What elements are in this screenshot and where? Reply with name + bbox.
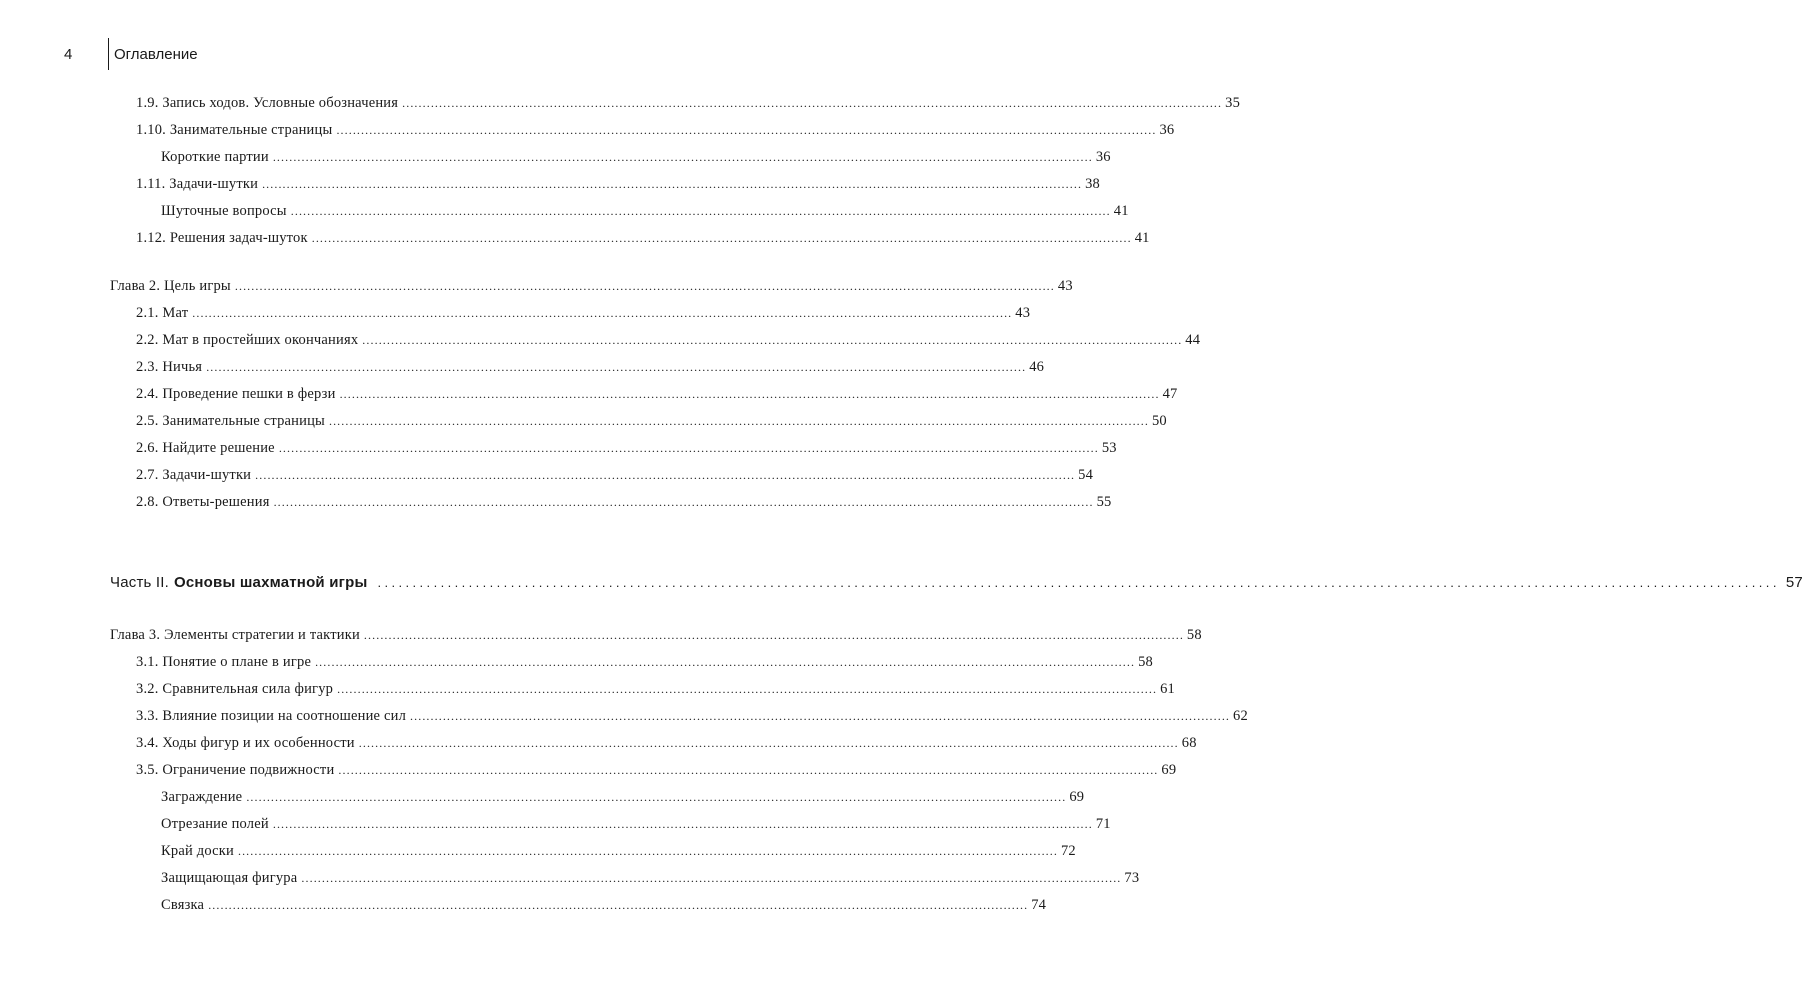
toc-entry[interactable] (161, 841, 1076, 861)
toc-entry[interactable] (136, 330, 1201, 350)
dot-leader: ........................................................................................................................................................................................................ (272, 817, 1093, 831)
toc-entry[interactable] (136, 652, 1153, 672)
toc-entry-title: 2.6. Найдите решение (136, 440, 275, 456)
toc-entry[interactable] (136, 357, 1045, 377)
toc-entry-page: 36 (1159, 122, 1175, 138)
toc-entry-title: 2.2. Мат в простейших окончаниях (136, 332, 359, 348)
toc-entry-title: 2.7. Задачи-шутки (136, 467, 252, 483)
toc-entry[interactable] (161, 868, 1140, 888)
toc-part-title: Основы шахматной игры (174, 574, 368, 591)
toc-entry-page: 71 (1095, 816, 1111, 832)
toc-entry[interactable] (136, 174, 1100, 194)
toc-entry-page: 38 (1085, 176, 1100, 192)
dot-leader: ........................................................................................................................................................................................................ (336, 123, 1157, 137)
toc-entry-page: 73 (1124, 870, 1140, 886)
toc-entry-title: Заграждение (161, 789, 243, 805)
toc-entry-title: Короткие партии (161, 149, 269, 165)
toc-entry-title: 2.5. Занимательные страницы (136, 413, 325, 429)
toc-entry[interactable] (161, 814, 1111, 834)
toc-entry-title: 3.3. Влияние позиции на соотношение сил (136, 708, 407, 724)
toc-entry-title: Связка (161, 897, 205, 913)
toc-entry[interactable] (161, 147, 1111, 167)
toc-entry-page: 61 (1160, 681, 1176, 697)
toc-entry[interactable] (136, 438, 1117, 458)
toc-entry[interactable] (136, 120, 1175, 140)
page-number: 4 (64, 46, 73, 63)
toc-entry-page: 50 (1151, 413, 1167, 429)
toc-entry-page: 58 (1186, 627, 1202, 643)
dot-leader: ........................................................................................................................................................................................................ (237, 844, 1058, 858)
dot-leader: ........................................................................................................................................................................................................ (272, 150, 1093, 164)
toc-entry-title: Глава 2. Цель игры (110, 278, 231, 294)
toc-entry-page: 68 (1181, 735, 1197, 751)
toc-entry-title: 2.8. Ответы-решения (136, 494, 270, 510)
dot-leader: ........................................................................................................................................................................................................ (315, 655, 1136, 669)
dot-leader: ........................................................................................................................................................................................................ (208, 898, 1029, 912)
toc-entry-title: 1.12. Решения задач-шуток (136, 230, 308, 246)
dot-leader: ........................................................................................................................................................................................................ (358, 736, 1179, 750)
toc-entry-title: 3.2. Сравнительная сила фигур (136, 681, 334, 697)
toc-entry[interactable] (136, 679, 1176, 699)
toc-entry-page: 41 (1113, 203, 1129, 219)
toc-entry-title: Глава 3. Элементы стратегии и тактики (110, 627, 360, 643)
dot-leader: ........................................................................................................................................................................................................ (363, 628, 1184, 642)
dot-leader: ........................................................................................................................................................................................................ (262, 177, 1083, 191)
dot-leader: ........................................................................................................................................................................................................ (328, 414, 1149, 428)
toc-entry[interactable] (136, 303, 1031, 323)
section-title: Оглавление (114, 46, 198, 63)
toc-chapter[interactable] (110, 276, 1073, 296)
toc-entry[interactable] (136, 492, 1112, 512)
toc-entry-title: 3.1. Понятие о плане в игре (136, 654, 312, 670)
toc-entry-title: 1.10. Занимательные страницы (136, 122, 333, 138)
toc-entry-title: Защищающая фигура (161, 870, 298, 886)
toc-entry-title: 1.9. Запись ходов. Условные обозначения (136, 95, 399, 111)
dot-leader: ........................................................................................................................................................................................................ (255, 468, 1076, 482)
dot-leader: ........................................................................................................................................................................................................ (301, 871, 1122, 885)
dot-leader: ........................................................................................................................................................................................................ (338, 763, 1159, 777)
toc-chapter[interactable] (110, 625, 1202, 645)
toc-entry-page: 36 (1095, 149, 1111, 165)
dot-leader: ........................................................................................................................................................................................................ (192, 306, 1013, 320)
dot-leader: ........................................................................................................................................................................................................ (234, 279, 1055, 293)
toc-entry[interactable] (136, 384, 1178, 404)
toc-entry-page: 53 (1101, 440, 1117, 456)
toc-entry[interactable] (136, 228, 1150, 248)
dot-leader: ........................................................................................................................................................................................................ (273, 495, 1094, 509)
dot-leader: ........................................................................................................................................................................................................ (290, 204, 1111, 218)
dot-leader: ........................................................................................................................................................................................................ (339, 387, 1160, 401)
dot-leader: ........................................................................................................................................................................................................ (206, 360, 1027, 374)
dot-leader: ........................................................................................................................................................................................................ (278, 441, 1099, 455)
toc-entry[interactable] (136, 760, 1177, 780)
toc-entry-title: 3.4. Ходы фигур и их особенности (136, 735, 355, 751)
toc-part-prefix: Часть II. (110, 574, 169, 591)
toc-entry-title: 2.1. Мат (136, 305, 189, 321)
toc-entry[interactable] (161, 787, 1085, 807)
toc-entry-page: 54 (1078, 467, 1094, 483)
toc-entry-title: 2.3. Ничья (136, 359, 203, 375)
dot-leader: ........................................................................................................................................................................................................ (362, 333, 1183, 347)
toc-entry-page: 69 (1069, 789, 1085, 805)
toc-entry-page: 43 (1015, 305, 1031, 321)
dot-leader: ........................................................................................................................................................................................................ (402, 96, 1223, 110)
toc-entry[interactable] (136, 706, 1248, 726)
toc-entry[interactable] (161, 201, 1129, 221)
toc-entry[interactable] (136, 733, 1197, 753)
dot-leader: ........................................................................................................................................................................................................ (246, 790, 1067, 804)
toc-entry-page: 62 (1233, 708, 1248, 724)
dot-leader: ........................................................................................................................................................................................................ (337, 682, 1158, 696)
toc-entry-page: 74 (1031, 897, 1047, 913)
toc-entry-page: 72 (1060, 843, 1076, 859)
toc-entry-title: Шуточные вопросы (161, 203, 287, 219)
toc-entry-title: Отрезание полей (161, 816, 269, 832)
dot-leader: ........................................................................................................................................................................................................ (377, 575, 1780, 590)
toc-entry-page: 41 (1134, 230, 1150, 246)
toc-part[interactable] (110, 573, 1803, 593)
toc-entry-page: 43 (1057, 278, 1073, 294)
toc-entry-page: 58 (1138, 654, 1153, 670)
toc-entry-page: 55 (1096, 494, 1112, 510)
toc-entry-page: 57 (1785, 574, 1803, 591)
toc-entry-title: Край доски (161, 843, 234, 859)
header-divider (108, 38, 109, 70)
toc-entry-title: 2.4. Проведение пешки в ферзи (136, 386, 336, 402)
toc-entry-title: 3.5. Ограничение подвижности (136, 762, 335, 778)
toc-entry-page: 35 (1225, 95, 1241, 111)
toc-entry-title: 1.11. Задачи-шутки (136, 176, 259, 192)
toc-entry[interactable] (136, 465, 1094, 485)
toc-entry-page: 47 (1162, 386, 1178, 402)
toc-entry-page: 46 (1029, 359, 1045, 375)
dot-leader: ........................................................................................................................................................................................................ (410, 709, 1231, 723)
toc-entry[interactable] (161, 895, 1047, 915)
toc-entry-page: 44 (1185, 332, 1201, 348)
toc-entry-page: 69 (1161, 762, 1177, 778)
toc-entry[interactable] (136, 93, 1241, 113)
dot-leader: ........................................................................................................................................................................................................ (311, 231, 1132, 245)
toc-entry[interactable] (136, 411, 1167, 431)
